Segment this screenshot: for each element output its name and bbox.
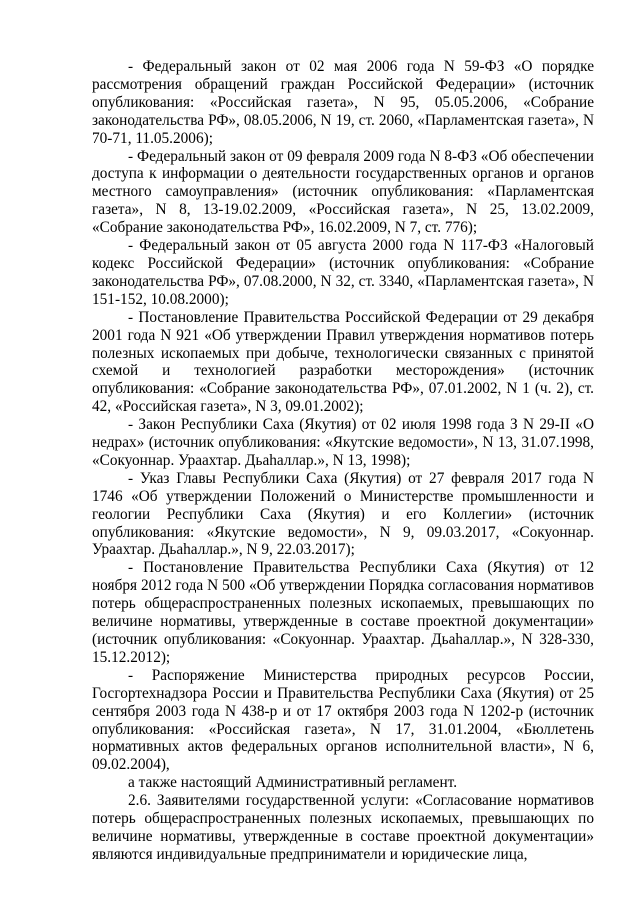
paragraph-decree-1746: - Указ Главы Республики Саха (Якутия) от 27 февраля 2017 года N 1746 «Об утверждении Положений о Министерстве промышленности и геологии Республики Саха (Якутия) и его Коллегии» (источник опубликования: «Якутские ведомости», N 9, 09.03.2017, «Сокуоннар. Ураахтар. Дьаһаллар.», N 9, 22.03.2017); xyxy=(92,469,594,559)
paragraph-law-8-fz: - Федеральный закон от 09 февраля 2009 года N 8-ФЗ «Об обеспечении доступа к информации о деятельности государственных органов и органов местного самоуправления» (источник опубликования: «Парламентская газета», N 8, 13-19.02.2009, «Российская газета», N 25, 13.02.2009, «Собрание законодательства РФ», 16.02.2009, N 7, ст. 776); xyxy=(92,147,594,237)
paragraph-law-subsoil: - Закон Республики Саха (Якутия) от 02 июля 1998 года З N 29-II «О недрах» (источник опубликования: «Якутские ведомости», N 13, 31.07.1998, «Сокуоннар. Ураахтар. Дьаһаллар.», N 13, 1998); xyxy=(92,416,594,469)
paragraph-law-59-fz: - Федеральный закон от 02 мая 2006 года N 59-ФЗ «О порядке рассмотрения обращений граждан Российской Федерации» (источник опубликования: «Российская газета», N 95, 05.05.2006, «Собрание законодательства РФ», 08.05.2006, N 19, ст. 2060, «Парламентская газета», N 70-71, 11.05.2006); xyxy=(92,58,594,147)
paragraph-law-117-fz: - Федеральный закон от 05 августа 2000 года N 117-ФЗ «Налоговый кодекс Российской Федерации» (источник опубликования: «Собрание законодательства РФ», 07.08.2000, N 32, ст. 3340, «Парламентская газета», N 151-152, 10.08.2000); xyxy=(92,237,594,308)
document-page xyxy=(92,58,594,864)
paragraph-section-2-6: 2.6. Заявителями государственной услуги: «Согласование нормативов потерь общераспространенных полезных ископаемых, превышающих по величине нормативы, утвержденные в составе проектной документации» являются индивидуальные предприниматели и юридические лица, xyxy=(92,792,594,863)
paragraph-decree-500: - Постановление Правительства Республики Саха (Якутия) от 12 ноября 2012 года N 500 «Об утверждении Порядка согласования нормативов потерь общераспространенных полезных ископаемых, превышающих по величине нормативы, утвержденные в составе проектной документации» (источник опубликования: «Сокуоннар. Ураахтар. Дьаһаллар.», N 328-330, 15.12.2012); xyxy=(92,559,594,666)
paragraph-admin-regulation: а также настоящий Административный регламент. xyxy=(128,774,458,792)
paragraph-order-438-r: - Распоряжение Министерства природных ресурсов России, Госгортехнадзора России и Правительства Республики Саха (Якутия) от 25 сентября 2003 года N 438-р и от 17 октября 2003 года N 1202-р (источник опубликования: «Российская газета», N 17, 31.01.2004, «Бюллетень нормативных актов федеральных органов исполнительной власти», N 6, 09.02.2004), xyxy=(92,666,594,774)
paragraph-decree-921: - Постановление Правительства Российской Федерации от 29 декабря 2001 года N 921 «Об утверждении Правил утверждения нормативов потерь полезных ископаемых при добыче, технологически связанных с принятой схемой и технологией разработки месторождения» (источник опубликования: «Собрание законодательства РФ», 07.01.2002, N 1 (ч. 2), ст. 42, «Российская газета», N 3, 09.01.2002); xyxy=(92,308,594,416)
